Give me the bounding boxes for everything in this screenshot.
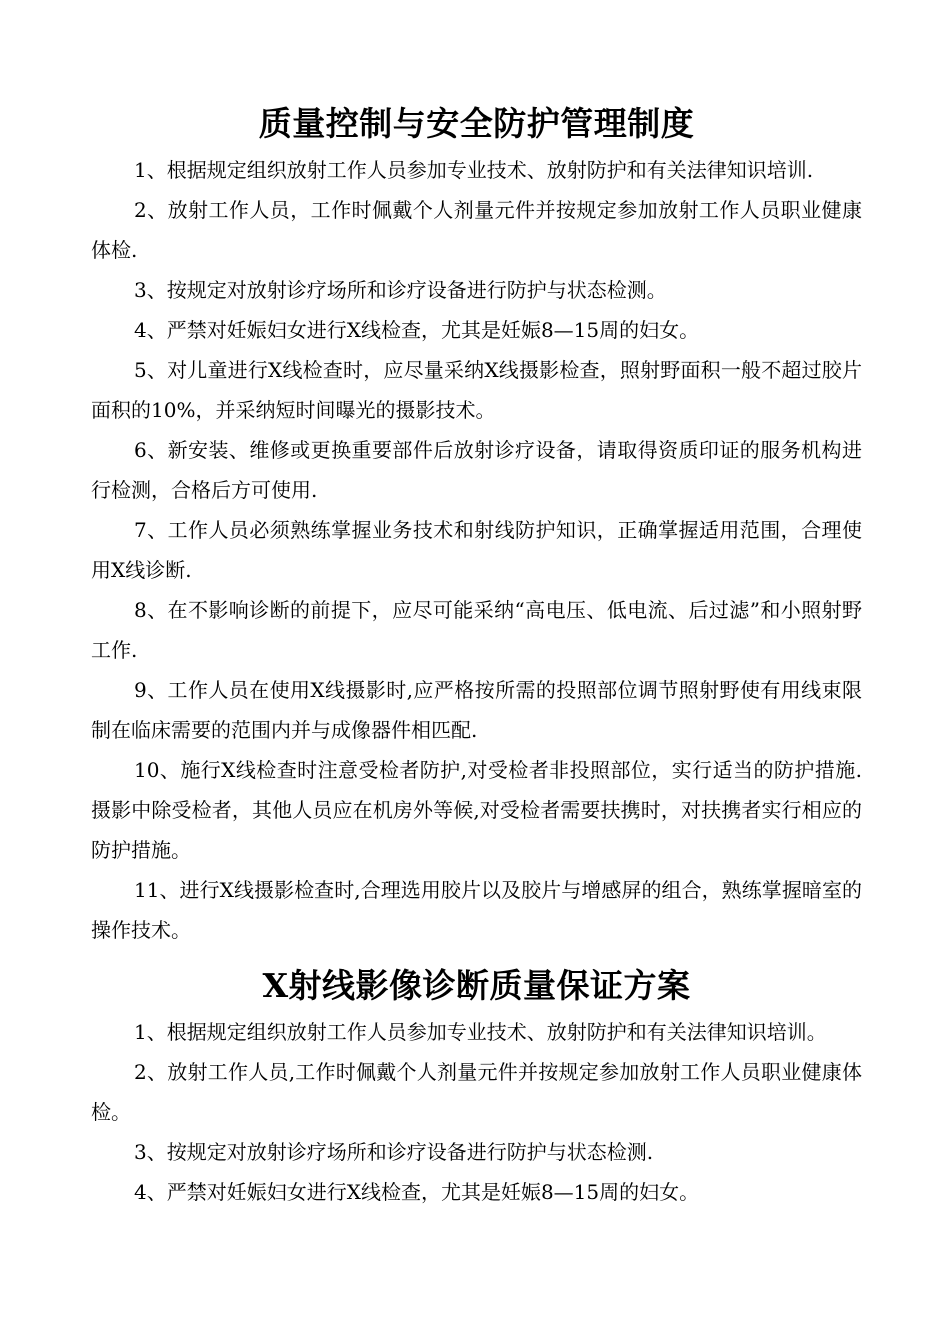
section-title-xray-quality-assurance: X射线影像诊断质量保证方案 <box>262 966 691 1005</box>
paragraph: 3、按规定对放射诊疗场所和诊疗设备进行防护与状态检测. <box>134 1140 654 1164</box>
paragraph: 3、按规定对放射诊疗场所和诊疗设备进行防护与状态检测。 <box>134 278 667 302</box>
paragraph: 2、放射工作人员,工作时佩戴个人剂量元件并按规定参加放射工作人员职业健康体检。 <box>91 1060 862 1124</box>
paragraph: 4、严禁对妊娠妇女进行X线检查，尤其是妊娠8—15周的妇女。 <box>134 1180 700 1204</box>
paragraph: 1、根据规定组织放射工作人员参加专业技术、放射防护和有关法律知识培训. <box>134 158 814 182</box>
paragraph: 2、放射工作人员，工作时佩戴个人剂量元件并按规定参加放射工作人员职业健康体检. <box>91 198 862 262</box>
paragraph: 5、对儿童进行X线检查时，应尽量采纳X线摄影检查，照射野面积一般不超过胶片面积的10%，并采纳短时间曝光的摄影技术。 <box>91 358 862 422</box>
paragraph: 7、工作人员必须熟练掌握业务技术和射线防护知识，正确掌握适用范围，合理使用X线诊断. <box>91 518 862 582</box>
paragraph: 8、在不影响诊断的前提下，应尽可能采纳“高电压、低电流、后过滤”和小照射野工作. <box>91 598 862 662</box>
paragraph: 6、新安装、维修或更换重要部件后放射诊疗设备，请取得资质印证的服务机构进行检测，合格后方可使用. <box>91 438 862 502</box>
paragraph: 4、严禁对妊娠妇女进行X线检查，尤其是妊娠8—15周的妇女。 <box>134 318 700 342</box>
paragraph: 11、进行X线摄影检查时,合理选用胶片以及胶片与增感屏的组合，熟练掌握暗室的操作技术。 <box>91 878 862 942</box>
section-title-quality-control: 质量控制与安全防护管理制度 <box>258 104 695 143</box>
paragraph: 10、施行X线检查时注意受检者防护,对受检者非投照部位，实行适当的防护措施.摄影中除受检者，其他人员应在机房外等候,对受检者需要扶携时，对扶携者实行相应的防护措施。 <box>91 758 862 862</box>
paragraph: 9、工作人员在使用X线摄影时,应严格按所需的投照部位调节照射野使有用线束限制在临床需要的范围内并与成像器件相匹配. <box>91 678 862 742</box>
paragraph: 1、根据规定组织放射工作人员参加专业技术、放射防护和有关法律知识培训。 <box>134 1020 827 1044</box>
